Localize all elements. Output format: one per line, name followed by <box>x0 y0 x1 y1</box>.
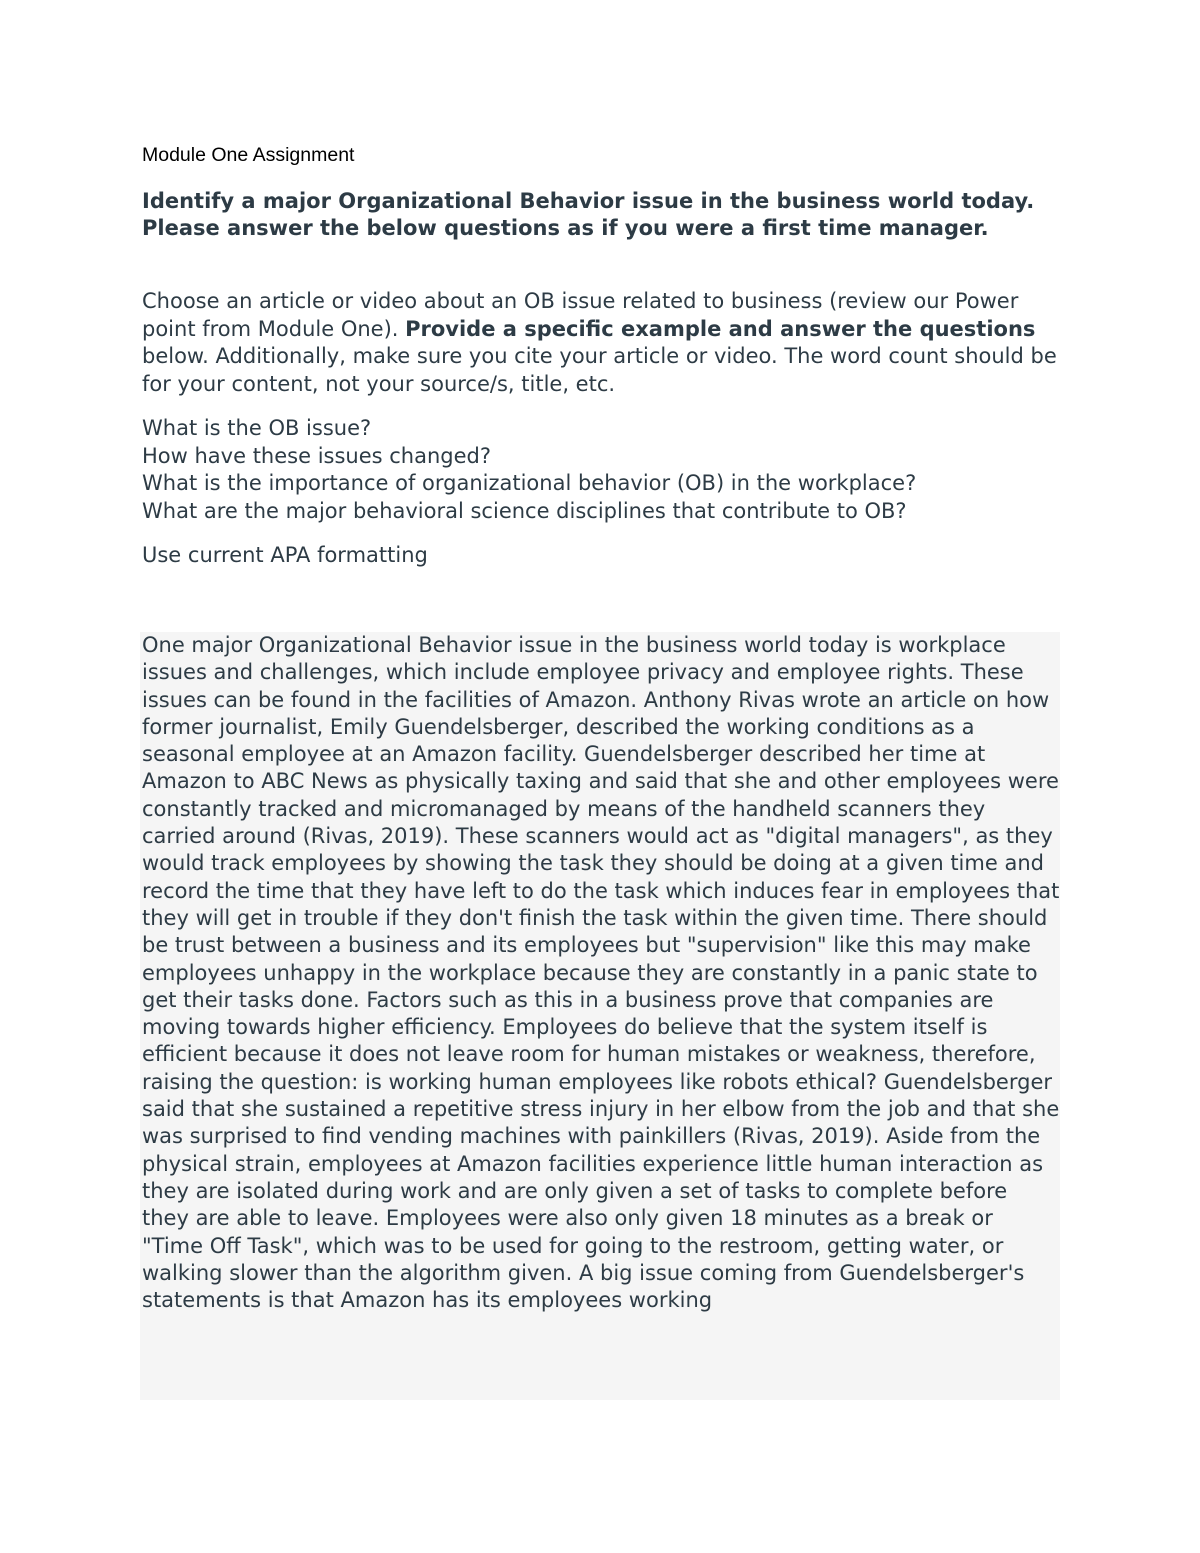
answer-block <box>140 632 1060 1400</box>
instructions-text: Choose an article or video about an OB issue related to business (review our Power point from Module One). <box>142 289 1019 341</box>
instructions-text-continued: below. Additionally, make sure you cite your article or video. The word count should be for your content, not your source/s, title, etc. <box>142 344 1057 396</box>
assignment-instructions <box>142 288 1062 398</box>
question-item: What is the importance of organizational behavior (OB) in the workplace? <box>142 471 917 495</box>
question-item: How have these issues changed? <box>142 443 492 468</box>
prompt-heading: Identify a major Organizational Behavior issue in the business world today. Please answer the below questions as if you were a first time manager. <box>142 189 1035 240</box>
question-item: What is the OB issue? <box>142 416 372 440</box>
answer-paragraph: One major Organizational Behavior issue in the business world today is workplace issues and challenges, which include employee privacy and employee rights. These issues can be found in the facilities of Amazon. Anthony Rivas wrote an article on how former journalist, Emily Guendelsberger, described the working conditions as a seasonal employee at an Amazon facility. Guendelsberger described her time at Amazon to ABC News as physically taxing and said that she and other employees were constantly tracked and micromanaged by means of the handheld scanners they carried around (Rivas, 2019). These scanners would act as "digital managers", as they would track employees by showing the task they should be doing at a given time and record the time that they have left to do the task which induces fear in employees that they will get in trouble if they don't finish the task within the given time. There should be trust between a business and its employees but "supervision" like this may make employees unhappy in the workplace because they are constantly in a panic state to get their tasks done. Factors such as this in a business prove that companies are moving towards higher efficiency. Employees do believe that the system itself is efficient because it does not leave room for human mistakes or weakness, therefore, raising the question: is working human employees like robots ethical? Guendelsberger said that she sustained a repetitive stress injury in her elbow from the job and that she was surprised to find vending machines with painkillers (Rivas, 2019). Aside from the physical strain, employees at Amazon facilities experience little human interaction as they are isolated during work and are only given a set of tasks to complete before they are able to leave. Employees were also only given 18 minutes as a break or "Time Off Task", which was to be used for going to the restroom, getting water, or walking slower than the algorithm given. A big issue coming from Guendelsberger's statements is that Amazon has its employees working <box>142 633 1060 1313</box>
format-note: Use current APA formatting <box>142 543 428 567</box>
question-item: What are the major behavioral science disciplines that contribute to OB? <box>142 498 907 523</box>
document-title: Module One Assignment <box>142 144 355 166</box>
instructions-emphasis: Provide a specific example and answer the questions <box>405 316 1036 341</box>
question-list <box>142 415 1062 525</box>
